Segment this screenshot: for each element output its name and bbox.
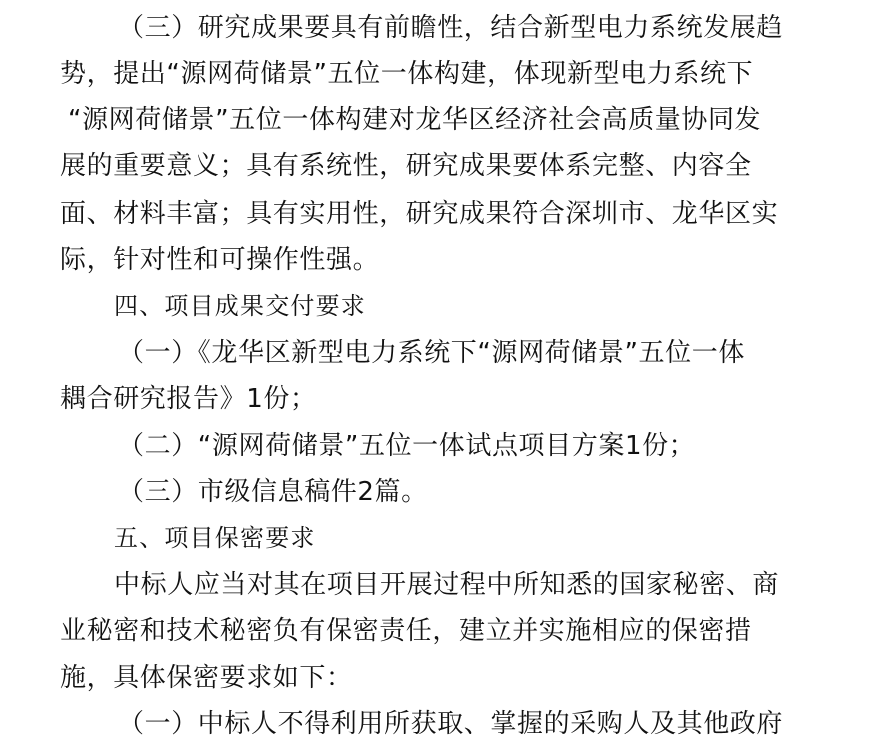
list-item: （一）《龙华区新型电力系统下“源网荷储景”五位一体	[118, 338, 745, 368]
paragraph-line: 中标人应当对其在项目开展过程中所知悉的国家秘密、商	[114, 570, 780, 600]
paragraph-line: “源网荷储景”五位一体构建对龙华区经济社会高质量协同发	[68, 105, 762, 135]
section-heading: 五、项目保密要求	[114, 524, 316, 552]
list-item: （三）市级信息稿件2篇。	[118, 477, 428, 507]
paragraph-line: （三）研究成果要具有前瞻性，结合新型电力系统发展趋	[118, 13, 784, 43]
paragraph-line: 势，提出“源网荷储景”五位一体构建，体现新型电力系统下	[60, 59, 754, 89]
list-item-continuation: 耦合研究报告》1份；	[60, 384, 317, 414]
paragraph-line: 面、材料丰富；具有实用性，研究成果符合深圳市、龙华区实	[60, 199, 779, 229]
list-item: （二）“源网荷储景”五位一体试点项目方案1份；	[118, 431, 696, 461]
list-item: （一）中标人不得利用所获取、掌握的采购人及其他政府	[118, 709, 784, 739]
paragraph-line: 际，针对性和可操作性强。	[60, 245, 380, 275]
paragraph-line: 展的重要意义；具有系统性，研究成果要体系完整、内容全	[60, 151, 752, 181]
paragraph-line: 施，具体保密要求如下：	[60, 663, 353, 693]
paragraph-line: 业秘密和技术秘密负有保密责任，建立并实施相应的保密措	[60, 616, 752, 646]
section-heading: 四、项目成果交付要求	[114, 292, 366, 320]
